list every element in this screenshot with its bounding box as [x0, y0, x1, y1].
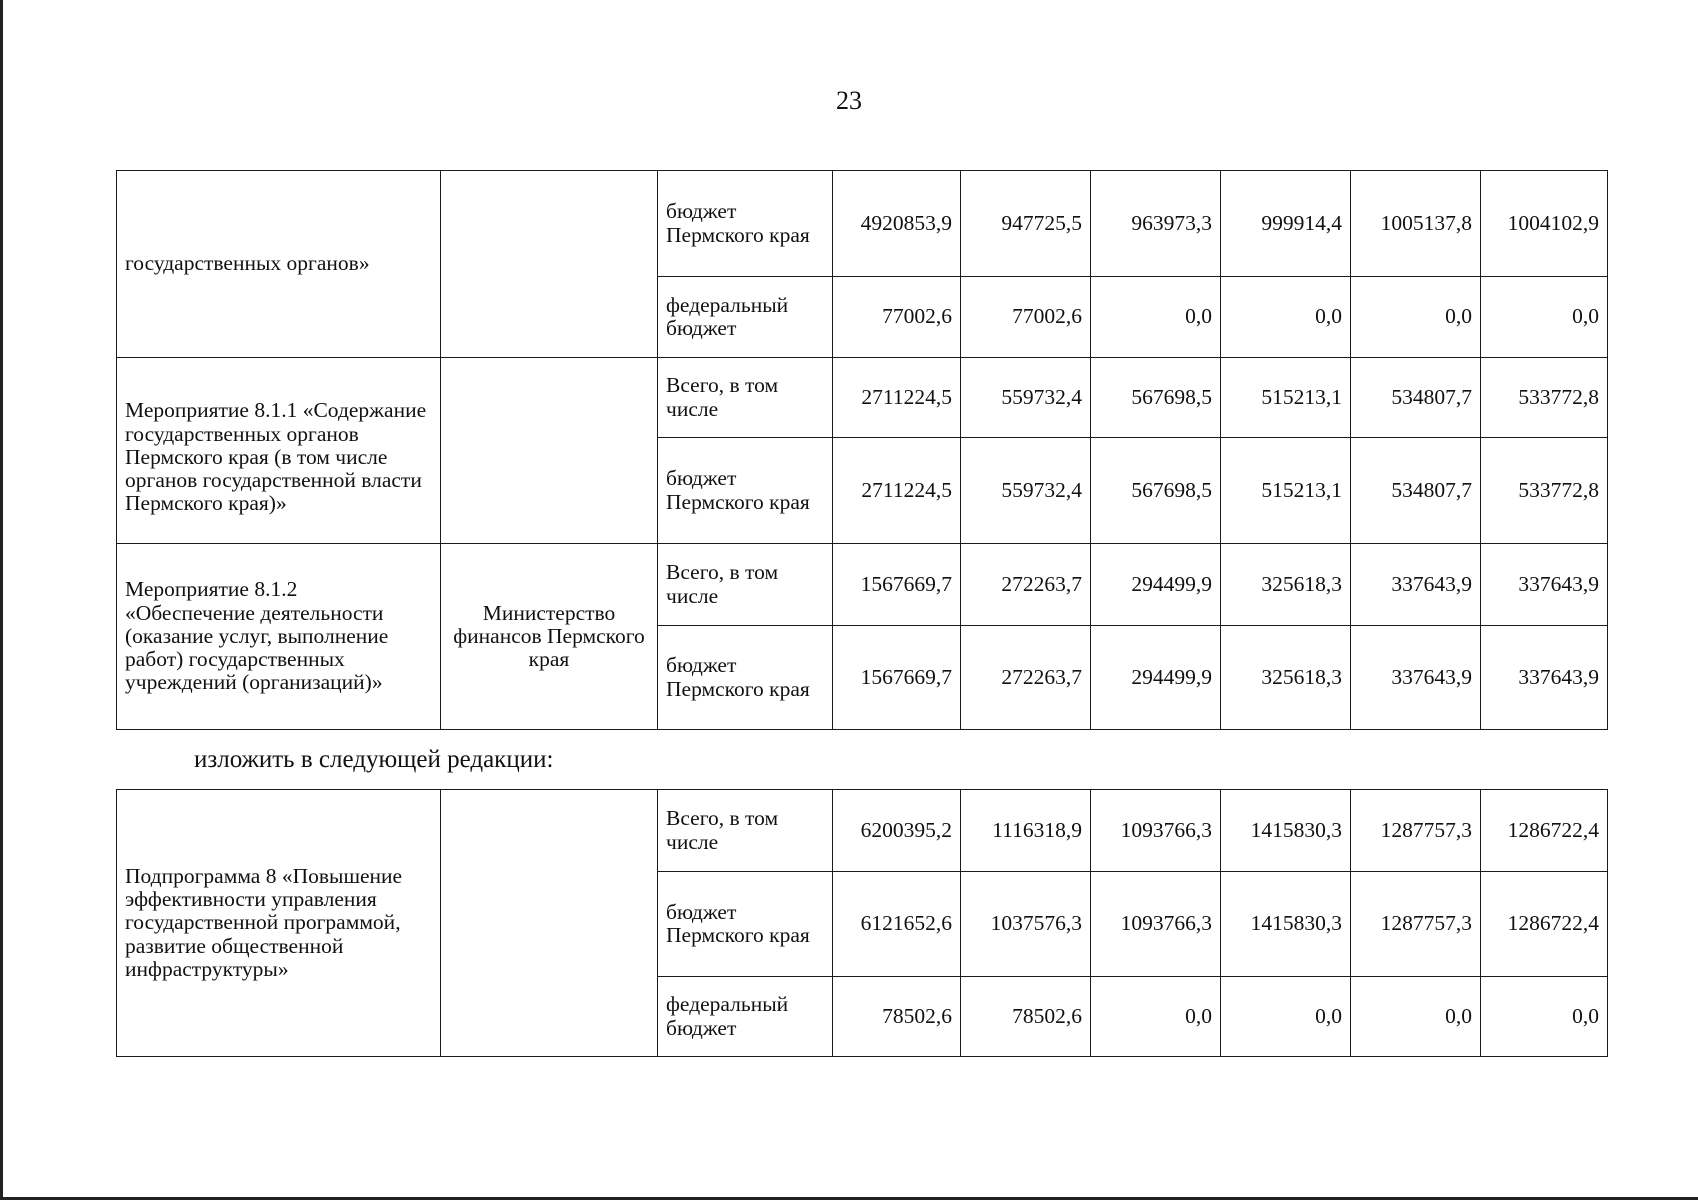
executor-cell: Министерство финансов Пермского края — [441, 544, 658, 730]
value-cell: 294499,9 — [1091, 626, 1221, 730]
value-cell: 77002,6 — [961, 277, 1091, 358]
value-cell: 337643,9 — [1351, 626, 1481, 730]
value-cell: 78502,6 — [833, 977, 961, 1057]
executor-cell — [441, 790, 658, 1057]
executor-cell — [441, 358, 658, 544]
value-cell: 947725,5 — [961, 171, 1091, 277]
value-cell: 337643,9 — [1481, 626, 1608, 730]
value-cell: 1287757,3 — [1351, 790, 1481, 872]
value-cell: 567698,5 — [1091, 358, 1221, 438]
table-row — [117, 171, 1608, 277]
program-name-cell: государственных органов» — [117, 171, 441, 358]
value-cell: 1093766,3 — [1091, 872, 1221, 977]
value-cell: 1567669,7 — [833, 544, 961, 626]
program-name-cell: Мероприятие 8.1.2 «Обеспечение деятельности (оказание услуг, выполнение работ) государственных учреждений (организаций)» — [117, 544, 441, 730]
funding-source-cell: бюджет Пермского края — [658, 626, 833, 730]
table-row — [117, 544, 1608, 626]
value-cell: 0,0 — [1351, 977, 1481, 1057]
value-cell: 999914,4 — [1221, 171, 1351, 277]
value-cell: 0,0 — [1351, 277, 1481, 358]
value-cell: 1415830,3 — [1221, 872, 1351, 977]
value-cell: 1037576,3 — [961, 872, 1091, 977]
value-cell: 4920853,9 — [833, 171, 961, 277]
funding-source-cell: Всего, в том числе — [658, 358, 833, 438]
value-cell: 0,0 — [1091, 977, 1221, 1057]
budget-table-new — [116, 789, 1608, 1057]
value-cell: 1567669,7 — [833, 626, 961, 730]
value-cell: 0,0 — [1091, 277, 1221, 358]
value-cell: 1287757,3 — [1351, 872, 1481, 977]
value-cell: 559732,4 — [961, 358, 1091, 438]
funding-source-cell: Всего, в том числе — [658, 790, 833, 872]
value-cell: 1415830,3 — [1221, 790, 1351, 872]
value-cell: 0,0 — [1221, 977, 1351, 1057]
value-cell: 1286722,4 — [1481, 872, 1608, 977]
page-number: 23 — [836, 86, 862, 115]
value-cell: 559732,4 — [961, 438, 1091, 544]
value-cell: 2711224,5 — [833, 438, 961, 544]
value-cell: 1004102,9 — [1481, 171, 1608, 277]
value-cell: 337643,9 — [1351, 544, 1481, 626]
budget-table-current — [116, 170, 1608, 730]
value-cell: 515213,1 — [1221, 438, 1351, 544]
program-name-cell: Подпрограмма 8 «Повышение эффективности управления государственной программой, развитие общественной инфраструктуры» — [117, 790, 441, 1057]
value-cell: 272263,7 — [961, 544, 1091, 626]
value-cell: 272263,7 — [961, 626, 1091, 730]
value-cell: 0,0 — [1481, 977, 1608, 1057]
funding-source-cell: федеральный бюджет — [658, 277, 833, 358]
funding-source-cell: бюджет Пермского края — [658, 438, 833, 544]
funding-source-cell: федеральный бюджет — [658, 977, 833, 1057]
value-cell: 0,0 — [1481, 277, 1608, 358]
executor-cell — [441, 171, 658, 358]
table-row — [117, 358, 1608, 438]
value-cell: 567698,5 — [1091, 438, 1221, 544]
funding-source-cell: бюджет Пермского края — [658, 171, 833, 277]
value-cell: 6121652,6 — [833, 872, 961, 977]
instruction-text: изложить в следующей редакции: — [194, 746, 554, 773]
value-cell: 533772,8 — [1481, 438, 1608, 544]
value-cell: 1093766,3 — [1091, 790, 1221, 872]
value-cell: 325618,3 — [1221, 544, 1351, 626]
value-cell: 1286722,4 — [1481, 790, 1608, 872]
value-cell: 294499,9 — [1091, 544, 1221, 626]
value-cell: 533772,8 — [1481, 358, 1608, 438]
value-cell: 963973,3 — [1091, 171, 1221, 277]
value-cell: 0,0 — [1221, 277, 1351, 358]
program-name-cell: Мероприятие 8.1.1 «Содержание государственных органов Пермского края (в том числе органов государственной власти Пермского края)» — [117, 358, 441, 544]
funding-source-cell: бюджет Пермского края — [658, 872, 833, 977]
value-cell: 325618,3 — [1221, 626, 1351, 730]
scan-left-edge — [0, 0, 3, 1200]
value-cell: 77002,6 — [833, 277, 961, 358]
value-cell: 515213,1 — [1221, 358, 1351, 438]
value-cell: 78502,6 — [961, 977, 1091, 1057]
value-cell: 1005137,8 — [1351, 171, 1481, 277]
value-cell: 534807,7 — [1351, 438, 1481, 544]
value-cell: 6200395,2 — [833, 790, 961, 872]
value-cell: 2711224,5 — [833, 358, 961, 438]
value-cell: 337643,9 — [1481, 544, 1608, 626]
funding-source-cell: Всего, в том числе — [658, 544, 833, 626]
table-row — [117, 790, 1608, 872]
value-cell: 1116318,9 — [961, 790, 1091, 872]
value-cell: 534807,7 — [1351, 358, 1481, 438]
